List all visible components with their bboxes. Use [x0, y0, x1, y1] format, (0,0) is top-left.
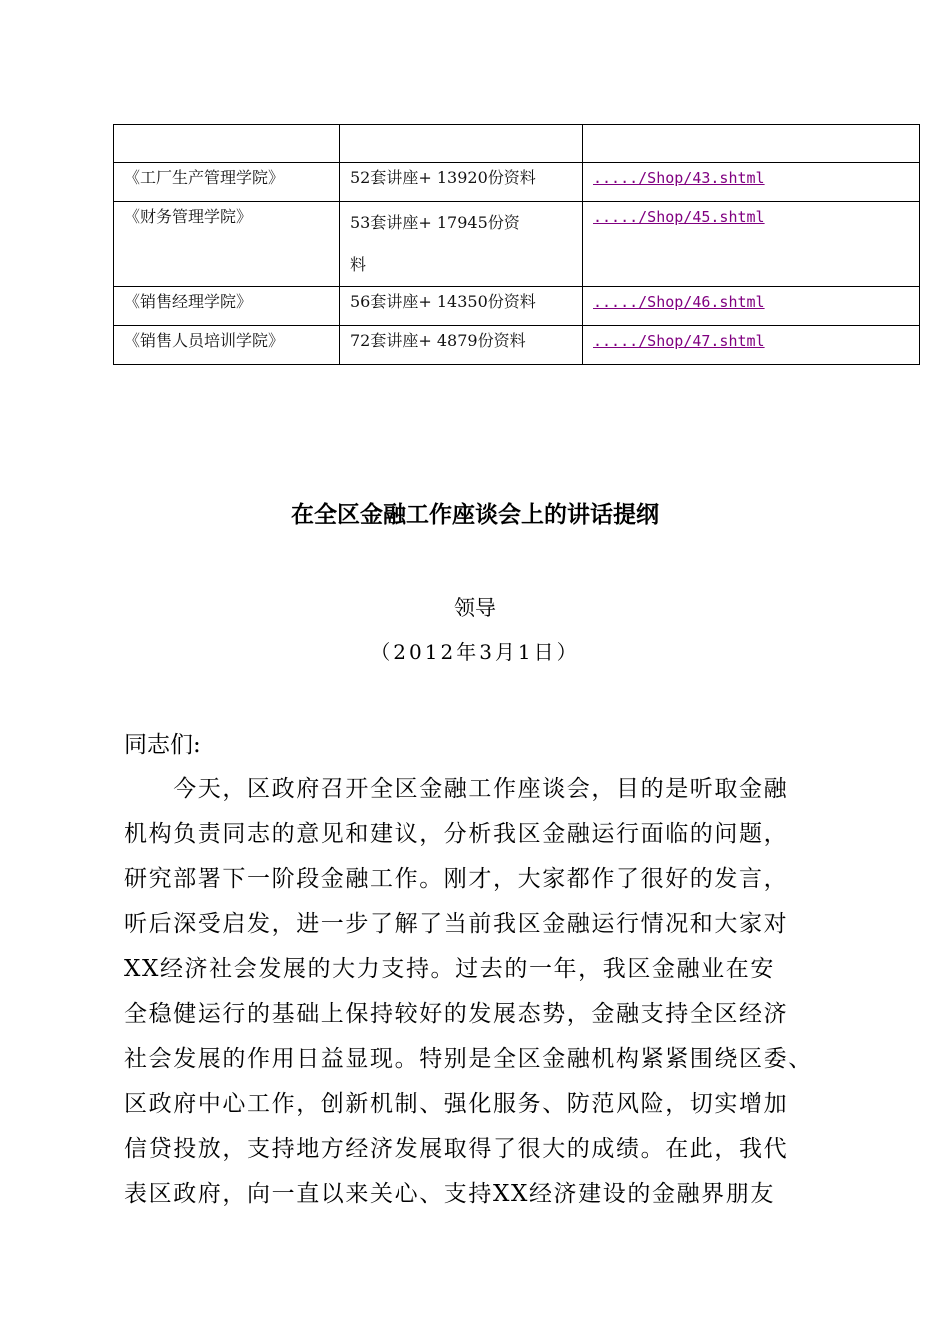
course-table — [113, 124, 920, 365]
paragraph-line: 机构负责同志的意见和建议，分析我区金融运行面临的问题， — [124, 821, 789, 847]
paragraph-line: 听后深受启发，进一步了解了当前我区金融运行情况和大家对 — [124, 911, 789, 937]
shop-link[interactable]: ...../Shop/45.shtml — [593, 208, 765, 226]
table-row — [114, 202, 920, 287]
course-resources-line: 料 — [350, 255, 367, 274]
paragraph-line: XX经济社会发展的大力支持。过去的一年，我区金融业在安 — [124, 956, 775, 982]
table-header-cell — [340, 125, 583, 163]
paragraph-line: 区政府中心工作，创新机制、强化服务、防范风险，切实增加 — [124, 1091, 789, 1117]
course-resources: 52套讲座+ 13920份资料 — [350, 168, 536, 187]
paragraph-line: 信贷投放，支持地方经济发展取得了很大的成绩。在此，我代 — [124, 1136, 789, 1162]
course-resources-line: 53套讲座+ 17945份资 — [350, 213, 520, 232]
course-name: 《工厂生产管理学院》 — [124, 168, 285, 187]
table-row — [114, 287, 920, 326]
course-resources — [350, 202, 572, 286]
table-row — [114, 326, 920, 365]
course-name: 《销售经理学院》 — [124, 292, 253, 311]
shop-link[interactable]: ...../Shop/47.shtml — [593, 332, 765, 350]
paragraph-line: 社会发展的作用日益显现。特别是全区金融机构紧紧围绕区委、 — [124, 1046, 813, 1072]
course-resources: 72套讲座+ 4879份资料 — [350, 331, 526, 350]
paragraph-line: 表区政府，向一直以来关心、支持XX经济建设的金融界朋友 — [124, 1181, 775, 1207]
document-author: 领导 — [454, 596, 496, 620]
paragraph-line: 全稳健运行的基础上保持较好的发展态势，金融支持全区经济 — [124, 1001, 789, 1027]
table-header-cell — [583, 125, 920, 163]
table-header-row — [114, 125, 920, 163]
document-date: （2012年3月1日） — [370, 640, 580, 664]
course-resources: 56套讲座+ 14350份资料 — [350, 292, 536, 311]
paragraph-line: 今天，区政府召开全区金融工作座谈会，目的是听取金融 — [124, 776, 789, 802]
document-title: 在全区金融工作座谈会上的讲话提纲 — [291, 502, 659, 528]
course-name: 《销售人员培训学院》 — [124, 331, 285, 350]
table-row — [114, 163, 920, 202]
salutation: 同志们: — [124, 732, 201, 758]
shop-link[interactable]: ...../Shop/46.shtml — [593, 293, 765, 311]
shop-link[interactable]: ...../Shop/43.shtml — [593, 169, 765, 187]
table-header-cell — [114, 125, 340, 163]
course-name: 《财务管理学院》 — [124, 207, 253, 226]
paragraph-line: 研究部署下一阶段金融工作。刚才，大家都作了很好的发言， — [124, 866, 789, 892]
